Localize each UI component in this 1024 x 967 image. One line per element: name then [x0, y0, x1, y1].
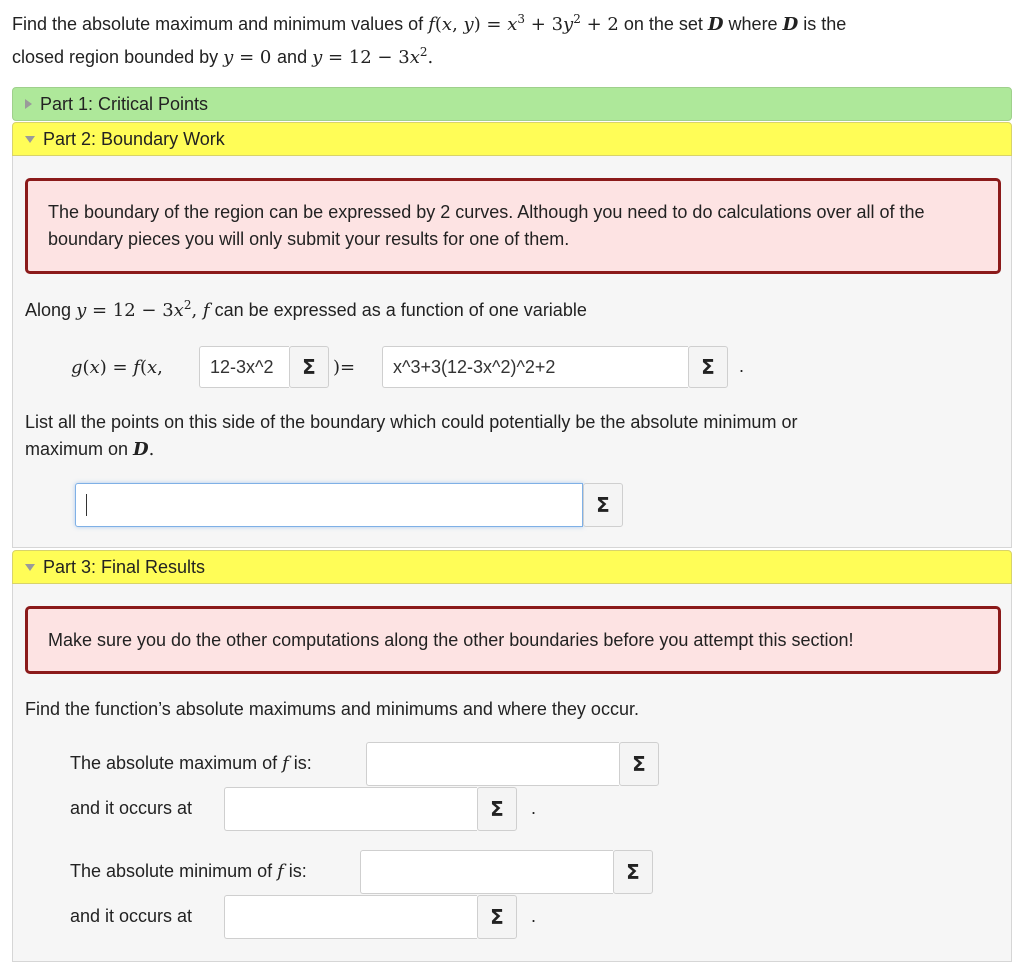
g-y-input[interactable]: 12-3x^2: [199, 346, 289, 388]
max-value-input[interactable]: [366, 742, 619, 786]
sigma-icon[interactable]: Σ: [619, 742, 659, 786]
caret-right-icon: [25, 99, 32, 109]
max-occurs-label: and it occurs at: [70, 798, 193, 818]
sigma-icon[interactable]: Σ: [613, 850, 653, 894]
list-points-text: List all the points on this side of the boundary which could potentially be the absolute minimum or maximum on D.: [25, 412, 798, 460]
min-label: The absolute minimum of f is:: [70, 861, 307, 882]
max-label: The absolute maximum of f is:: [70, 753, 312, 774]
sigma-icon[interactable]: Σ: [477, 787, 517, 831]
period: .: [531, 906, 537, 926]
final-instructions: Find the function’s absolute maximums and minimums and where they occur.: [25, 699, 639, 719]
period: .: [739, 356, 745, 376]
min-value-input[interactable]: [360, 850, 613, 894]
caret-down-icon: [25, 564, 35, 571]
g-equation-label: g(x) = f(x,: [71, 357, 163, 378]
boundary-warning: The boundary of the region can be expressed by 2 curves. Although you need to do calculations over all of the boundary pieces you will only submit your results for one of them.: [25, 178, 1001, 274]
part-1-header[interactable]: Part 1: Critical Points: [12, 87, 1012, 121]
sigma-icon[interactable]: Σ: [289, 346, 329, 388]
part-2-header[interactable]: Part 2: Boundary Work: [12, 122, 1012, 156]
sigma-icon[interactable]: Σ: [477, 895, 517, 939]
problem-statement: Find the absolute maximum and minimum values of f(x, $y) = x^3 + 3y^2 + 2$ on the set D where D is the closed region bounded by y = 0 and $y = 12 - 3x^2$.: [12, 12, 847, 68]
close-paren-equals: )=: [333, 357, 356, 378]
candidate-points-input[interactable]: [75, 483, 583, 527]
max-location-input[interactable]: [224, 787, 477, 831]
g-expression-input[interactable]: x^3+3(12-3x^2)^2+2: [382, 346, 688, 388]
sigma-icon[interactable]: Σ: [583, 483, 623, 527]
part-3-body: [12, 584, 1012, 962]
text-cursor: [86, 494, 87, 516]
part-3-header[interactable]: Part 3: Final Results: [12, 550, 1012, 584]
along-text: Along $y = 12 - 3x^2$, f can be expressed as a function of one variable: [25, 298, 587, 321]
part-2-body: [12, 156, 1012, 548]
caret-down-icon: [25, 136, 35, 143]
min-location-input[interactable]: [224, 895, 477, 939]
period: .: [531, 798, 537, 818]
final-warning: Make sure you do the other computations along the other boundaries before you attempt this section!: [25, 606, 1001, 674]
min-occurs-label: and it occurs at: [70, 906, 193, 926]
sigma-icon[interactable]: Σ: [688, 346, 728, 388]
